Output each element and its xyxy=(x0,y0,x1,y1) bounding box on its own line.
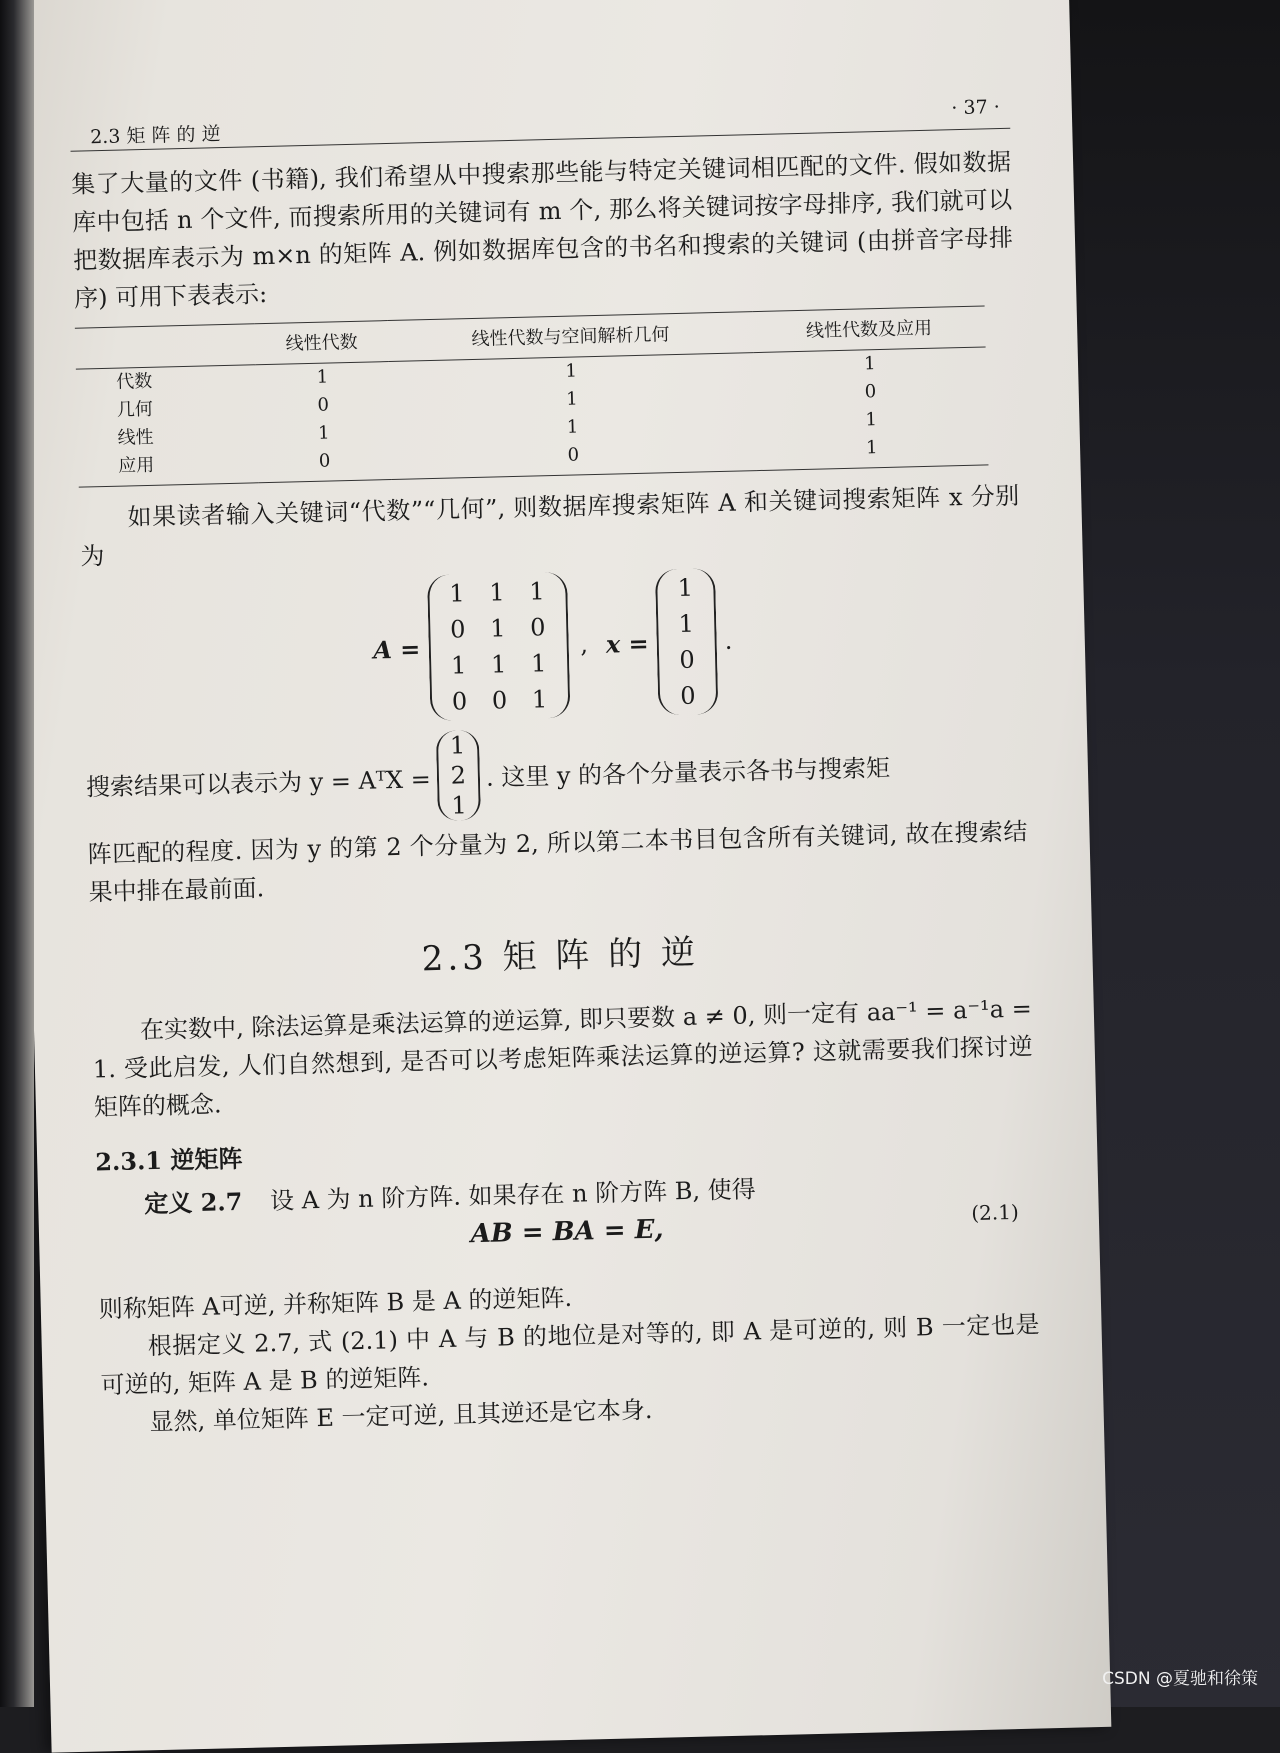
after-equation: 则称矩阵 A可逆, 并称矩阵 B 是 A 的逆矩阵. xyxy=(98,1283,573,1324)
matrix-cell: 1 xyxy=(528,577,545,606)
section-title: 2.3 矩 阵 的 逆 xyxy=(421,932,700,980)
vector-y xyxy=(436,730,481,821)
table-cell: 1 xyxy=(317,422,330,444)
row-key: 代数 xyxy=(115,370,153,393)
header-section: 2.3 矩 阵 的 逆 xyxy=(89,123,221,149)
running-header xyxy=(70,94,1011,152)
matrix-cell: 1 xyxy=(448,579,465,608)
definition-label: 定义 2.7 xyxy=(143,1186,243,1219)
matrix-cell: 1 xyxy=(530,649,547,678)
watermark: CSDN @夏驰和徐策 xyxy=(1102,1669,1258,1689)
intro-paragraph: 集了大量的文件 (书籍), 我们希望从中搜索那些能与特定关键词相匹配的文件. 假如数据库中包括 n 个文件, 而搜索所用的关键词有 m 个, 那么将关键词按字母排序, 我们就可以把数据库表示为 m×n 的矩阵 A. 例如数据库包含的书名和搜索的关键词 (由拼音字母排序) 可用下表表示: xyxy=(71,147,1014,313)
page-content xyxy=(70,94,1042,1443)
book-spine-shadow xyxy=(0,0,34,1707)
table-cell: 1 xyxy=(565,360,578,382)
table-cell: 1 xyxy=(565,388,578,410)
table-col-header: 线性代数与空间解析几何 xyxy=(387,312,753,362)
vector-cell: 0 xyxy=(679,681,696,711)
matrix-cell: 0 xyxy=(449,615,466,644)
matrix-cell: 1 xyxy=(488,578,505,607)
matrix-x-label: x = xyxy=(605,628,650,659)
vector-cell: 1 xyxy=(449,731,466,760)
vector-cell: 1 xyxy=(677,573,694,603)
row-key: 应用 xyxy=(78,449,259,487)
definition-text: 设 A 为 n 阶方阵. 如果存在 n 阶方阵 B, 使得 xyxy=(269,1175,757,1216)
subsection-title: 2.3.1 逆矩阵 xyxy=(94,1143,243,1177)
result-line xyxy=(85,717,1027,830)
equation-text: AB = BA = E, xyxy=(470,1214,664,1250)
identity-remark: 显然, 单位矩阵 E 一定可逆, 且其逆还是它本身. xyxy=(149,1395,653,1437)
matrix-a xyxy=(427,572,571,721)
matrix-equation: A = 1 1 1 0 1 0 1 1 1 0 0 1 , x = 1 1 0 0 . xyxy=(81,561,1024,730)
vector-cell: 1 xyxy=(451,791,468,820)
table-cell: 1 xyxy=(865,409,878,431)
matrix-cell: 1 xyxy=(490,650,507,679)
keyword-table xyxy=(75,305,989,487)
result-suffix: . 这里 y 的各个分量表示各书与搜索矩 xyxy=(485,753,891,792)
row-key: 几何 xyxy=(116,398,154,421)
table-cell: 1 xyxy=(566,416,579,438)
table-cell: 0 xyxy=(258,446,391,483)
result-prefix: 搜索结果可以表示为 y = AᵀX = xyxy=(85,764,432,802)
equation-number: (2.1) xyxy=(971,1199,1020,1226)
definition-remark: 根据定义 2.7, 式 (2.1) 中 A 与 B 的地位是对等的, 即 A 是可逆的, 则 B 一定也是可逆的, 矩阵 A 是 B 的逆矩阵. xyxy=(100,1310,1040,1400)
table-cell: 0 xyxy=(391,437,757,479)
vector-cell: 1 xyxy=(678,609,695,639)
vector-cell: 0 xyxy=(679,645,696,675)
result-paragraph: 阵匹配的程度. 因为 y 的第 2 个分量为 2, 所以第二本书目包含所有关键词, 故在搜索结果中排在最前面. xyxy=(87,817,1028,907)
section-paragraph: 在实数中, 除法运算是乘法运算的逆运算, 即只要数 a ≠ 0, 则一定有 aa⁻¹ = a⁻¹a = 1. 受此启发, 人们自然想到, 是否可以考虑矩阵乘法运算的逆运算? 这就需要我们探讨逆矩阵的概念. xyxy=(92,994,1034,1122)
table-cell: 1 xyxy=(316,366,329,388)
matrix-a-label: A = xyxy=(372,633,421,664)
matrix-cell: 1 xyxy=(531,685,548,714)
vector-x xyxy=(655,568,719,715)
page-number: · 37 · xyxy=(951,96,1001,120)
matrix-cell: 1 xyxy=(489,614,506,643)
table-cell: 1 xyxy=(755,431,988,470)
table-cell: 1 xyxy=(863,353,876,375)
row-key: 线性 xyxy=(117,426,154,449)
table-col-header: 线性代数 xyxy=(255,321,389,365)
query-paragraph: 如果读者输入关键词“代数”“几何”, 则数据库搜索矩阵 A 和关键词搜索矩阵 x 分别为 xyxy=(80,481,1020,571)
table-cell: 0 xyxy=(864,381,877,403)
vector-cell: 2 xyxy=(450,761,467,790)
matrix-cell: 1 xyxy=(450,651,467,680)
matrix-cell: 0 xyxy=(529,613,546,642)
matrix-cell: 0 xyxy=(491,686,508,715)
table-col-header: 线性代数及应用 xyxy=(752,306,985,353)
table-cell: 0 xyxy=(317,394,330,416)
book-page xyxy=(9,0,1112,1753)
table-corner xyxy=(75,324,256,369)
matrix-cell: 0 xyxy=(451,687,468,716)
